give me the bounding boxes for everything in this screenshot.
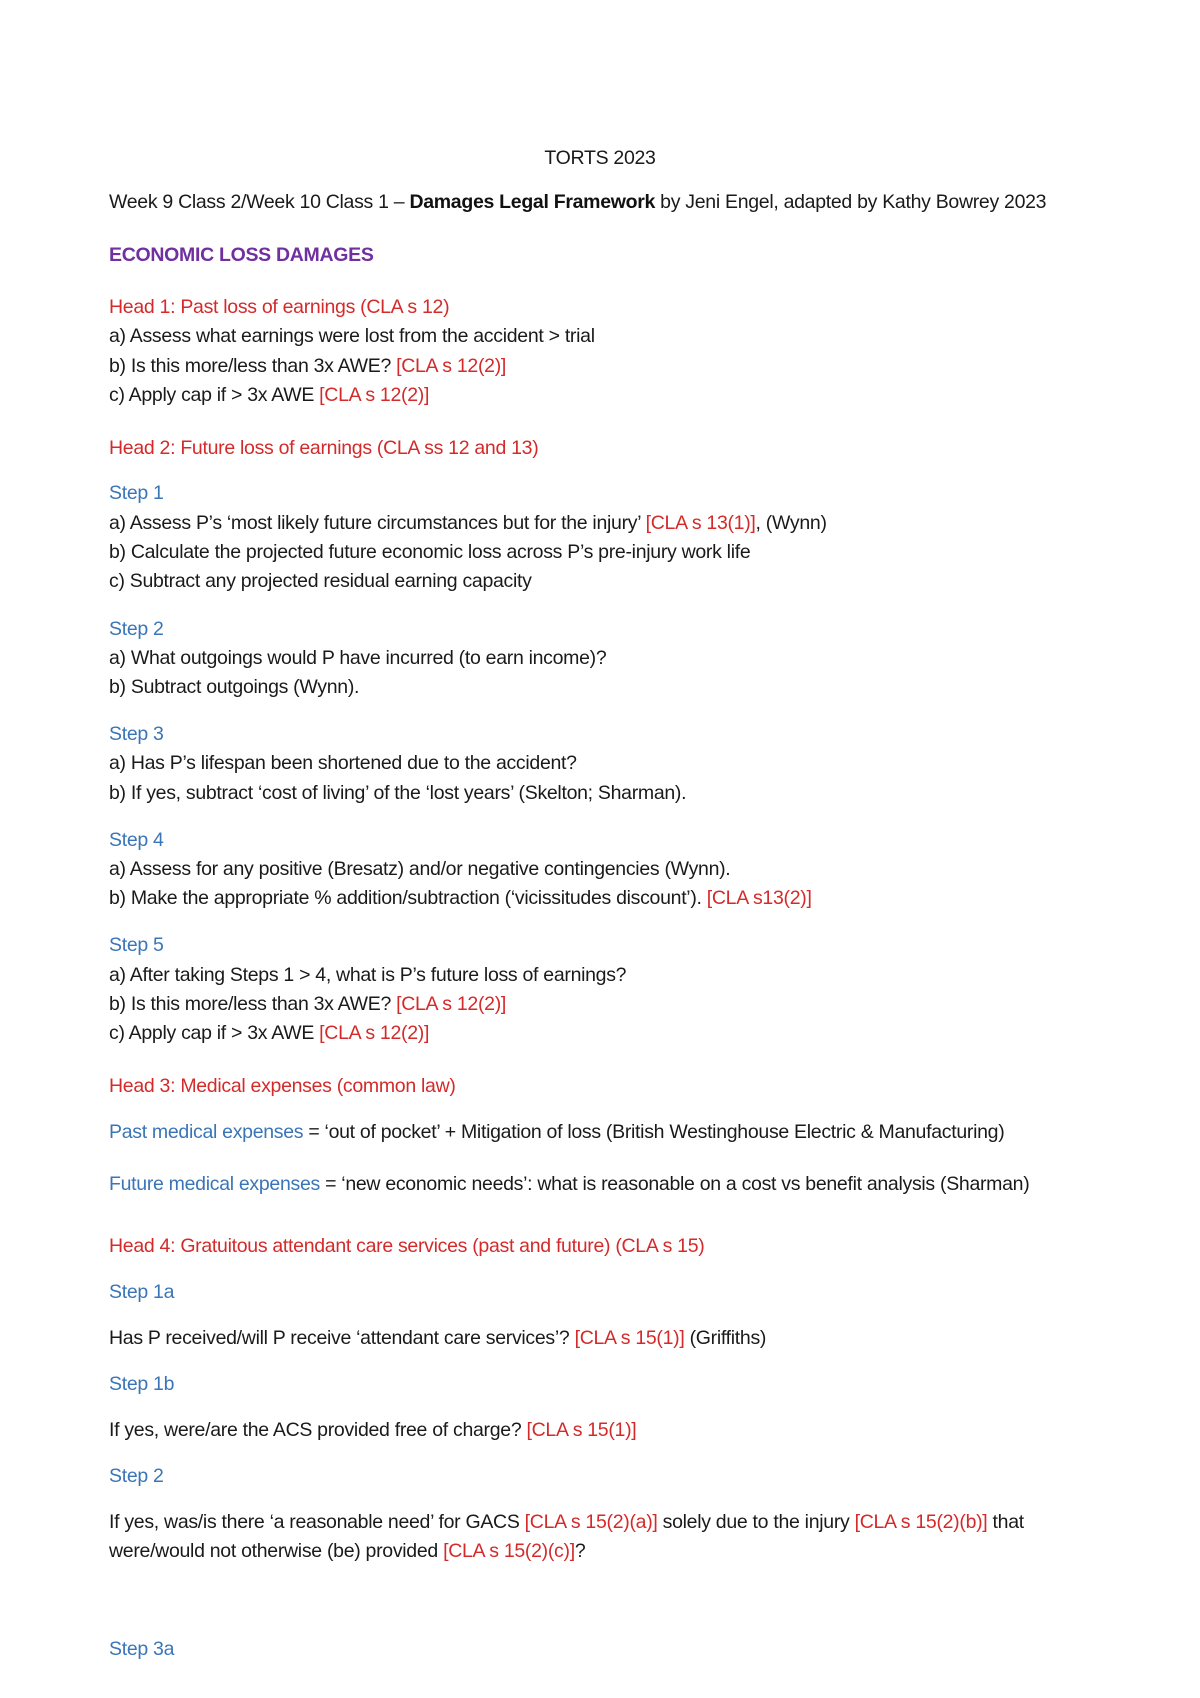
head2-step3-item-b: b) If yes, subtract ‘cost of living’ of the ‘lost years’ (Skelton; Sharman). [109,782,687,804]
head3-past-medical [109,1120,1004,1144]
head2-step1-item-c: c) Subtract any projected residual earning capacity [109,570,532,592]
head3-future-text: = ‘new economic needs’: what is reasonable on a cost vs benefit analysis (Sharman) [319,1173,1030,1195]
head4-step2-line2 [109,1539,585,1563]
head2-step2-item-b: b) Subtract outgoings (Wynn). [109,676,360,698]
head1-item-b-ref: [CLA s 12(2)] [396,355,507,377]
head3-title: Head 3: Medical expenses (common law) [109,1075,456,1097]
head3-future-label: Future medical expenses [109,1173,320,1195]
head4-step2-t2: solely due to the injury [657,1511,855,1533]
head2-step4-b-ref: [CLA s13(2)] [706,887,812,909]
head3-past-label: Past medical expenses [109,1121,304,1143]
head4-step1b-body: If yes, were/are the ACS provided free of charge? [109,1419,527,1441]
head4-step2-line1 [109,1510,1024,1534]
head4-step2-l2-r1: [CLA s 15(2)(c)] [443,1540,575,1562]
head2-step4-label: Step 4 [109,829,164,851]
head1-item-b [109,354,506,378]
head1-item-b-text: b) Is this more/less than 3x AWE? [109,355,397,377]
head2-step3-label: Step 3 [109,723,164,745]
head4-step3a-label: Step 3a [109,1638,175,1660]
head2-step1-a-tail: , (Wynn) [755,512,827,534]
head4-step2-label: Step 2 [109,1465,164,1487]
head1-item-a: a) Assess what earnings were lost from the accident > trial [109,325,595,347]
head2-step5-b-text: b) Is this more/less than 3x AWE? [109,993,397,1015]
head4-step1a-label: Step 1a [109,1281,175,1303]
head2-step1-a-text: a) Assess P’s ‘most likely future circumstances but for the injury’ [109,512,646,534]
head4-step1a-tail: (Griffiths) [684,1327,767,1349]
head4-step2-l2-t1: were/would not otherwise (be) provided [109,1540,444,1562]
head4-step2-l2-t2: ? [574,1540,586,1562]
head1-title: Head 1: Past loss of earnings (CLA s 12) [109,296,450,318]
head1-item-c-text: c) Apply cap if > 3x AWE [109,384,320,406]
head4-step2-r2: [CLA s 15(2)(b)] [854,1511,988,1533]
head4-title: Head 4: Gratuitous attendant care services (past and future) (CLA s 15) [109,1235,705,1257]
head4-step1b-ref: [CLA s 15(1)] [526,1419,637,1441]
head2-step1-item-a [109,511,827,535]
head2-step5-item-a: a) After taking Steps 1 > 4, what is P’s future loss of earnings? [109,964,627,986]
document-title: TORTS 2023 [544,147,656,169]
head2-title: Head 2: Future loss of earnings (CLA ss 12 and 13) [109,437,539,459]
subtitle-bold: Damages Legal Framework [409,191,656,213]
head1-item-c-ref: [CLA s 12(2)] [319,384,430,406]
head2-step5-c-ref: [CLA s 12(2)] [319,1022,430,1044]
head2-step2-item-a: a) What outgoings would P have incurred (to earn income)? [109,647,607,669]
head2-step4-item-b [109,886,812,910]
head4-step2-r1: [CLA s 15(2)(a)] [524,1511,658,1533]
head2-step1-item-b: b) Calculate the projected future economic loss across P’s pre-injury work life [109,541,751,563]
head2-step4-b-text: b) Make the appropriate % addition/subtraction (‘vicissitudes discount’). [109,887,707,909]
section-heading: ECONOMIC LOSS DAMAGES [109,244,374,266]
head4-step2-t3: that [987,1511,1024,1533]
head2-step3-item-a: a) Has P’s lifespan been shortened due to the accident? [109,752,577,774]
head2-step5-c-text: c) Apply cap if > 3x AWE [109,1022,320,1044]
head4-step1b-label: Step 1b [109,1373,175,1395]
head2-step5-item-b [109,992,506,1016]
head3-past-text: = ‘out of pocket’ + Mitigation of loss (British Westinghouse Electric & Manufacturing) [303,1121,1005,1143]
head2-step2-label: Step 2 [109,618,164,640]
head2-step1-label: Step 1 [109,482,164,504]
head2-step1-a-ref: [CLA s 13(1)] [645,512,756,534]
head4-step1b-text [109,1418,636,1442]
head2-step5-b-ref: [CLA s 12(2)] [396,993,507,1015]
head2-step4-item-a: a) Assess for any positive (Bresatz) and/or negative contingencies (Wynn). [109,858,731,880]
subtitle-suffix: by Jeni Engel, adapted by Kathy Bowrey 2023 [655,191,1047,213]
head4-step2-t1: If yes, was/is there ‘a reasonable need’ for GACS [109,1511,525,1533]
document-subtitle [109,190,1046,214]
head1-item-c [109,383,429,407]
head4-step1a-text [109,1326,766,1350]
subtitle-prefix: Week 9 Class 2/Week 10 Class 1 – [109,191,410,213]
head2-step5-label: Step 5 [109,934,164,956]
head3-future-medical [109,1172,1029,1196]
head2-step5-item-c [109,1021,429,1045]
head4-step1a-body: Has P received/will P receive ‘attendant care services’? [109,1327,575,1349]
head4-step1a-ref: [CLA s 15(1)] [574,1327,685,1349]
